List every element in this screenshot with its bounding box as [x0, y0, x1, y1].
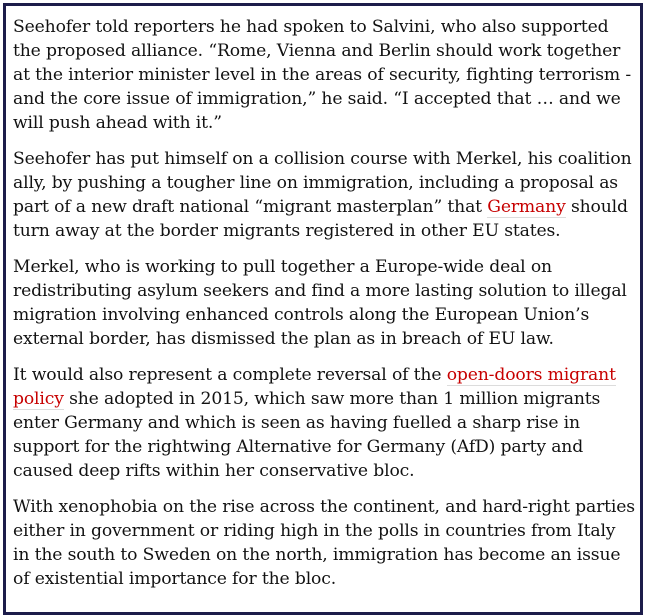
- paragraph-5: With xenophobia on the rise across the continent, and hard-right parties either in government or riding high in the polls in countries from Italy in the south to Sweden on the north, immigration has become an issue of existential importance for the bloc.: [13, 497, 635, 589]
- paragraph-2: [13, 147, 635, 243]
- paragraph-4-text-b: she adopted in 2015, which saw more than 1 million migrants enter Germany and which is seen as having fuelled a sharp rise in support for the rightwing Alternative for Germany (AfD) party and caused deep rifts within her conservative bloc.: [13, 389, 601, 481]
- paragraph-2-text-b: should turn away at the border migrants registered in other EU states.: [13, 197, 628, 241]
- article-body: [13, 15, 635, 603]
- paragraph-3: Merkel, who is working to pull together a Europe-wide deal on redistributing asylum seekers and find a more lasting solution to illegal migration involving enhanced controls along the European Union’s external border, has dismissed the plan as in breach of EU law.: [13, 257, 627, 349]
- paragraph-1: Seehofer told reporters he had spoken to Salvini, who also supported the proposed alliance. “Rome, Vienna and Berlin should work together at the interior minister level in the areas of security, fighting terrorism - and the core issue of immigration,” he said. “I accepted that … and we will push ahead with it.”: [13, 17, 631, 133]
- paragraph-2-text-a: Seehofer has put himself on a collision course with Merkel, his coalition ally, by pushing a tougher line on immigration, including a proposal as part of a new draft national “migrant masterplan” that: [13, 149, 632, 217]
- paragraph-4-text-a: It would also represent a complete reversal of the: [13, 365, 447, 385]
- article-frame: [3, 3, 643, 615]
- paragraph-4: [13, 363, 635, 483]
- open-doors-policy-link[interactable]: open-doors migrant policy: [13, 365, 616, 409]
- germany-link[interactable]: Germany: [487, 197, 566, 217]
